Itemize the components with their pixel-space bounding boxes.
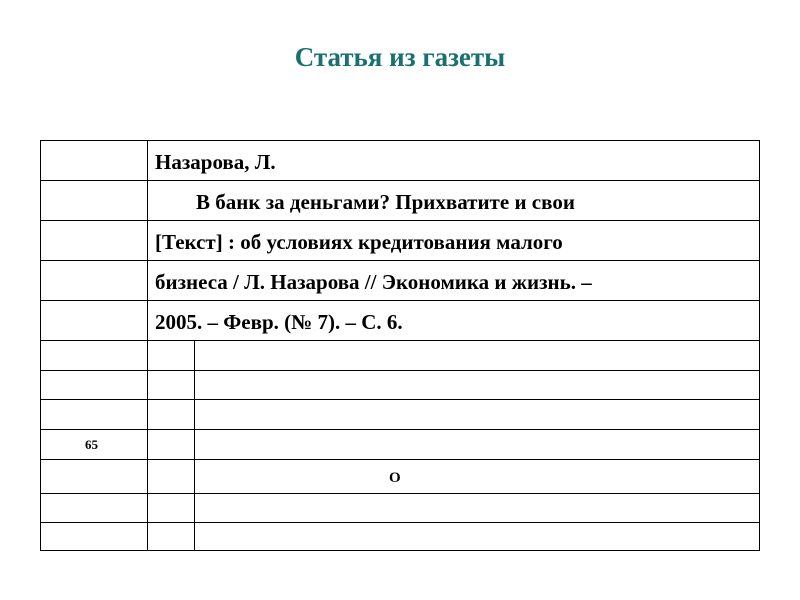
card-margin-line xyxy=(147,141,148,550)
card-rule xyxy=(41,493,759,494)
card-rule xyxy=(41,180,759,181)
card-rule xyxy=(41,399,759,400)
card-rule xyxy=(41,220,759,221)
card-rule xyxy=(41,522,759,523)
card-rule xyxy=(41,429,759,430)
card-rule xyxy=(41,340,759,341)
card-hole-mark: О xyxy=(389,470,401,486)
catalog-card xyxy=(40,140,760,551)
card-text-line: 2005. – Февр. (№ 7). – С. 6. xyxy=(155,310,403,334)
card-rule xyxy=(41,260,759,261)
card-rule xyxy=(41,370,759,371)
card-rule xyxy=(41,459,759,460)
card-text-line: бизнеса / Л. Назарова // Экономика и жизнь. – xyxy=(155,270,592,294)
card-title-line: В банк за деньгами? Прихватите и свои xyxy=(196,190,575,214)
card-indent-line xyxy=(194,340,195,550)
card-rule xyxy=(41,300,759,301)
card-number: 65 xyxy=(85,437,98,452)
slide-title: Статья из газеты xyxy=(294,42,506,72)
card-author-line: Назарова, Л. xyxy=(155,150,276,174)
card-text-line: [Текст] : об условиях кредитования малого xyxy=(155,230,563,254)
